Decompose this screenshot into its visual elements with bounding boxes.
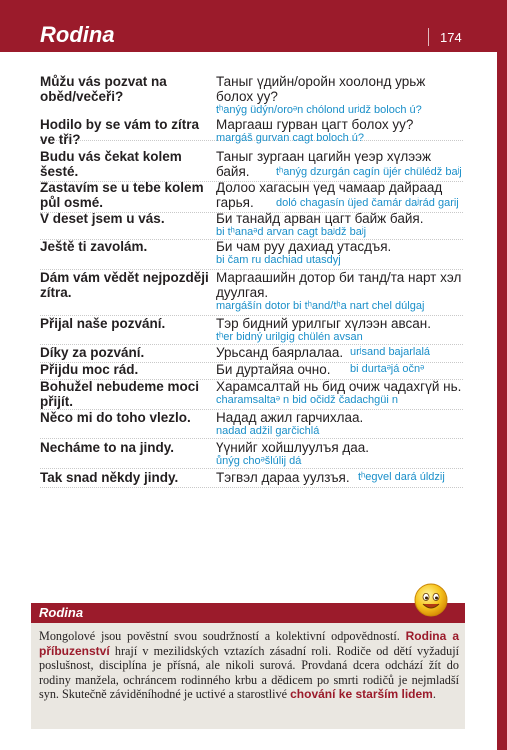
mongolian-phrase — [216, 440, 466, 468]
czech-phrase: Přijdu moc rád. — [40, 362, 139, 377]
phrase-row — [40, 211, 463, 240]
transcription: urʲsand bajarlalá — [350, 346, 431, 358]
mongolian-text: Таныг зургаан цагийн үеэр хүлээж байя. — [216, 149, 432, 179]
page-edge-bar — [497, 52, 507, 750]
czech-phrase: Můžu vás pozvat na oběd/večeři? — [40, 74, 167, 104]
mongolian-phrase — [216, 239, 466, 267]
info-highlight: Rodina a příbuzenství — [39, 629, 460, 658]
mongolian-text: Урьсанд баярлалаа. — [216, 345, 344, 360]
transcription: tʰer bidný urilgig chülén avsan — [216, 331, 363, 343]
czech-phrase: Přijal naše pozvání. — [40, 316, 166, 331]
phrase-row — [40, 270, 463, 316]
mongolian-text: Маргаашийн дотор би танд/та нарт хэл дуулгая. — [216, 270, 462, 300]
mongolian-phrase — [216, 211, 466, 239]
czech-phrase: V deset jsem u vás. — [40, 211, 165, 226]
mongolian-text: Харамсалтай нь бид очиж чадахгүй нь. — [216, 379, 462, 394]
transcription: tʰegvel dará úldzij — [358, 471, 445, 483]
mongolian-text: Үүнийг хойшлуулъя даа. — [216, 440, 370, 455]
phrase-row — [40, 117, 463, 147]
culture-info-box — [31, 603, 465, 729]
phrase-row — [40, 470, 463, 488]
info-box-title: Rodina — [39, 605, 84, 620]
czech-phrase: Něco mi do toho vlezlo. — [40, 410, 191, 425]
phrase-row — [40, 379, 463, 410]
mongolian-phrase — [216, 270, 466, 313]
transcription: ůnýg choᵊšlúlij dá — [216, 455, 302, 467]
czech-phrase: Hodilo by se vám to zítra ve tři? — [40, 117, 200, 147]
page-title: Rodina — [40, 22, 115, 47]
transcription: tʰanýg üdýn/oroᵊn chólond urʲdž boloch ú? — [216, 104, 422, 116]
mongolian-phrase — [216, 379, 466, 407]
mongolian-text: Таныг үдийн/оройн хоолонд урьж болох уу? — [216, 74, 426, 104]
mongolian-phrase — [216, 316, 466, 344]
transcription: bi tʰanaᵊd arvan cagt baʲdž baʲj — [216, 226, 367, 238]
phrase-row — [40, 440, 463, 469]
info-text-part: . — [432, 687, 436, 701]
czech-phrase: Ještě ti zavolám. — [40, 239, 148, 254]
mongolian-text: Би танайд арван цагт байж байя. — [216, 211, 424, 226]
czech-phrase: Tak snad někdy jindy. — [40, 470, 179, 485]
transcription: bi durtaᵊjá očnᵊ — [350, 363, 425, 375]
czech-phrase: Dám vám vědět nejpozději zítra. — [40, 270, 209, 300]
phrase-row — [40, 362, 463, 380]
czech-phrase: Necháme to na jindy. — [40, 440, 175, 455]
mongolian-text: Тэгвэл дараа уулзъя. — [216, 470, 350, 485]
page-header — [0, 0, 507, 52]
mongolian-text: Би чам руу дахиад утасдъя. — [216, 239, 392, 254]
header-divider — [428, 28, 429, 46]
transcription: nadad adžil garčichlá — [216, 425, 320, 437]
mongolian-text: Долоо хагасын үед чамаар дайраад гарья. — [216, 180, 443, 210]
transcription: bi čam ru dachiad utasdyj — [216, 254, 341, 266]
phrase-row — [40, 410, 463, 439]
mongolian-phrase — [216, 74, 466, 117]
page-number: 174 — [440, 30, 462, 45]
smiley-face-icon — [414, 583, 448, 617]
phrase-row — [40, 345, 463, 363]
mongolian-phrase — [216, 117, 466, 145]
info-highlight: chování ke starším lidem — [290, 687, 433, 701]
info-box-text — [39, 629, 459, 702]
info-text-part: Mongolové jsou pověstní svou soudržností a kolektivní odpovědností. — [39, 629, 406, 643]
mongolian-phrase — [216, 410, 466, 438]
transcription: margášín dotor bi tʰand/tʰa nart chel dúlgaj — [216, 300, 425, 312]
info-box-header — [31, 603, 465, 623]
phrase-row — [40, 239, 463, 270]
mongolian-text: Маргааш гурван цагт болох уу? — [216, 117, 414, 132]
mongolian-phrase — [216, 362, 466, 377]
mongolian-text: Надад ажил гарчихлаа. — [216, 410, 364, 425]
mongolian-text: Тэр бидний урилгыг хүлээн авсан. — [216, 316, 432, 331]
transcription: margáš gurvan cagt boloch ú? — [216, 132, 364, 144]
transcription: tʰanýg dzurgán cagín üjér chülédž baʲj — [276, 166, 462, 178]
phrase-row — [40, 316, 463, 345]
transcription: charamsaltaᵊ n bid očidž čadachgüi n — [216, 394, 399, 406]
czech-phrase: Díky za pozvání. — [40, 345, 145, 360]
phrase-row — [40, 180, 463, 213]
czech-phrase: Budu vás čekat kolem šesté. — [40, 149, 182, 179]
info-text-part: hrají v mezilidských vztazích zásadní roli. Rodiče od dětí vyžadují poslušnost, disciplína je přísná, ale nikoli surová. Provdaná dcera odchází žít do rodiny manžela, ochráncem rodinného krbu a dědicem po smrti rodičů je nejmladší syn. Skutečně záviděníhodné je uctivé a starostlivé — [39, 643, 459, 701]
czech-phrase: Zastavím se u tebe kolem půl osmé. — [40, 180, 204, 210]
transcription: doló chagasín üjed čamár daʲrád garij — [276, 197, 459, 209]
czech-phrase: Bohužel nebudeme moci přijít. — [40, 379, 200, 409]
mongolian-text: Би дуртайяа очно. — [216, 362, 331, 377]
